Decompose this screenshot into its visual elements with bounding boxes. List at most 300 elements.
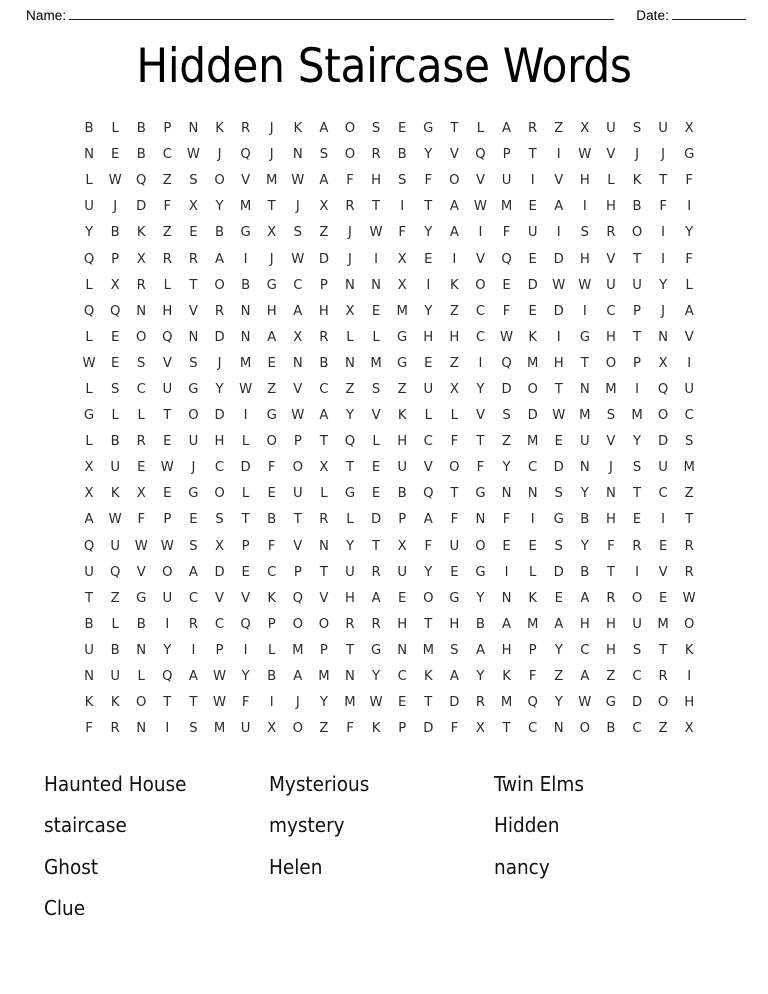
grid-cell[interactable]: N (136, 303, 147, 319)
grid-cell[interactable]: V (423, 460, 433, 476)
grid-cell[interactable]: M (657, 616, 669, 632)
grid-cell[interactable]: Z (449, 355, 459, 371)
grid-cell[interactable]: U (632, 277, 642, 293)
grid-cell[interactable]: J (661, 147, 666, 163)
grid-cell[interactable]: E (163, 434, 172, 450)
grid-cell[interactable]: I (400, 199, 405, 215)
grid-cell[interactable]: R (136, 277, 146, 293)
grid-cell[interactable]: H (449, 616, 460, 632)
grid-cell[interactable]: Z (658, 721, 668, 737)
grid-cell[interactable]: R (528, 121, 538, 137)
grid-cell[interactable]: K (84, 695, 94, 711)
grid-cell[interactable]: N (136, 721, 147, 737)
grid-cell[interactable]: J (348, 225, 352, 241)
grid-cell[interactable]: J (217, 355, 222, 371)
grid-cell[interactable]: B (84, 121, 94, 137)
grid-cell[interactable]: J (295, 199, 300, 215)
grid-cell[interactable]: K (528, 329, 537, 345)
grid-cell[interactable]: Z (267, 382, 277, 397)
grid-cell[interactable]: B (397, 486, 407, 502)
grid-cell[interactable]: F (267, 460, 276, 476)
grid-cell[interactable]: T (528, 147, 537, 163)
grid-cell[interactable]: E (450, 564, 459, 580)
grid-cell[interactable]: U (606, 121, 616, 137)
grid-cell[interactable]: E (502, 277, 511, 293)
grid-cell[interactable]: E (502, 538, 511, 554)
grid-cell[interactable]: Y (319, 695, 328, 711)
grid-cell[interactable]: S (580, 225, 590, 241)
grid-cell[interactable]: K (684, 642, 694, 658)
grid-cell[interactable]: T (632, 251, 642, 267)
grid-cell[interactable]: R (606, 225, 616, 241)
grid-cell[interactable]: X (136, 251, 146, 267)
grid-cell[interactable]: O (527, 382, 538, 397)
grid-cell[interactable]: A (554, 616, 564, 632)
grid-cell[interactable]: N (240, 329, 251, 345)
grid-cell[interactable]: U (684, 382, 695, 397)
grid-cell[interactable]: L (346, 512, 354, 528)
grid-cell[interactable]: Y (476, 382, 485, 397)
grid-cell[interactable]: W (369, 225, 383, 241)
grid-cell[interactable]: D (631, 695, 643, 711)
grid-cell[interactable]: R (162, 251, 172, 267)
grid-cell[interactable]: V (293, 382, 303, 397)
grid-cell[interactable]: G (370, 642, 382, 658)
grid-cell[interactable]: J (348, 251, 352, 267)
grid-cell[interactable]: A (580, 669, 590, 685)
grid-cell[interactable]: C (658, 486, 668, 502)
grid-cell[interactable]: O (318, 616, 330, 632)
grid-cell[interactable]: Y (163, 642, 172, 658)
grid-cell[interactable]: K (110, 695, 120, 711)
grid-cell[interactable]: V (162, 355, 172, 371)
grid-cell[interactable]: R (632, 538, 642, 554)
grid-cell[interactable]: F (607, 538, 615, 554)
grid-cell[interactable]: T (659, 642, 668, 658)
grid-cell[interactable]: X (397, 538, 407, 554)
grid-cell[interactable]: W (578, 277, 592, 293)
grid-cell[interactable]: B (632, 199, 642, 215)
grid-cell[interactable]: H (449, 329, 460, 345)
grid-cell[interactable]: T (424, 199, 433, 215)
grid-cell[interactable]: Q (501, 355, 512, 371)
grid-cell[interactable]: Q (240, 616, 251, 632)
grid-cell[interactable]: K (528, 590, 537, 606)
grid-cell[interactable]: D (553, 251, 564, 267)
grid-cell[interactable]: Y (632, 434, 642, 450)
grid-cell[interactable]: G (136, 590, 147, 606)
grid-cell[interactable]: I (191, 642, 196, 658)
grid-cell[interactable]: X (188, 199, 198, 215)
grid-cell[interactable]: Q (292, 590, 303, 606)
grid-cell[interactable]: T (554, 382, 563, 397)
grid-cell[interactable]: F (450, 512, 459, 528)
grid-cell[interactable]: T (319, 434, 328, 450)
grid-cell[interactable]: V (136, 564, 146, 580)
grid-cell[interactable]: M (500, 695, 513, 711)
grid-cell[interactable]: X (267, 225, 277, 241)
grid-cell[interactable]: G (188, 486, 199, 502)
grid-cell[interactable]: Q (423, 486, 434, 502)
grid-cell[interactable]: Q (109, 564, 121, 580)
grid-cell[interactable]: U (110, 538, 120, 554)
grid-cell[interactable]: Y (580, 538, 589, 554)
grid-cell[interactable]: I (530, 173, 535, 189)
grid-cell[interactable]: F (502, 225, 511, 241)
grid-cell[interactable]: O (292, 616, 303, 632)
grid-cell[interactable]: E (267, 355, 276, 371)
grid-cell[interactable]: O (292, 460, 303, 476)
grid-cell[interactable]: W (82, 355, 96, 371)
grid-cell[interactable]: T (345, 642, 355, 658)
grid-cell[interactable]: F (137, 512, 146, 528)
grid-cell[interactable]: T (502, 721, 511, 737)
grid-cell[interactable]: P (319, 277, 328, 293)
grid-cell[interactable]: P (398, 721, 407, 737)
grid-cell[interactable]: E (371, 303, 381, 319)
grid-cell[interactable]: H (345, 590, 355, 606)
grid-cell[interactable]: I (687, 199, 692, 215)
grid-cell[interactable]: U (658, 121, 668, 137)
grid-cell[interactable]: Z (319, 721, 329, 737)
grid-cell[interactable]: Q (136, 173, 147, 189)
grid-cell[interactable]: T (580, 355, 589, 371)
grid-cell[interactable]: A (449, 199, 459, 215)
grid-cell[interactable]: F (685, 173, 693, 189)
grid-cell[interactable]: K (136, 225, 146, 241)
grid-cell[interactable]: X (293, 329, 303, 345)
grid-cell[interactable]: N (371, 277, 382, 293)
grid-cell[interactable]: D (318, 251, 329, 267)
grid-cell[interactable]: B (580, 564, 590, 580)
grid-cell[interactable]: S (215, 512, 224, 528)
grid-cell[interactable]: E (371, 460, 381, 476)
grid-cell[interactable]: C (684, 408, 694, 424)
grid-cell[interactable]: U (345, 564, 355, 580)
grid-cell[interactable]: Y (241, 669, 250, 685)
grid-cell[interactable]: O (475, 538, 486, 554)
grid-cell[interactable]: F (424, 173, 433, 189)
grid-cell[interactable]: O (605, 355, 617, 371)
grid-cell[interactable]: Q (344, 434, 356, 450)
grid-cell[interactable]: X (319, 460, 329, 476)
grid-cell[interactable]: L (424, 408, 432, 424)
grid-cell[interactable]: P (293, 564, 302, 580)
grid-cell[interactable]: Q (162, 329, 173, 345)
grid-cell[interactable]: X (475, 721, 485, 737)
grid-cell[interactable]: S (632, 121, 642, 137)
grid-cell[interactable]: Y (476, 669, 485, 685)
grid-cell[interactable]: K (423, 669, 433, 685)
grid-cell[interactable]: H (397, 616, 408, 632)
grid-cell[interactable]: W (500, 329, 514, 345)
grid-cell[interactable]: H (371, 173, 382, 189)
grid-cell[interactable]: T (293, 512, 302, 528)
grid-cell[interactable]: O (475, 277, 486, 293)
word-list-item[interactable]: Haunted House (44, 771, 187, 796)
grid-cell[interactable]: L (111, 616, 119, 632)
grid-cell[interactable]: L (320, 486, 328, 502)
grid-cell[interactable]: L (85, 329, 93, 345)
grid-cell[interactable]: C (475, 329, 486, 345)
grid-cell[interactable]: C (528, 460, 538, 476)
grid-cell[interactable]: V (293, 538, 303, 554)
grid-cell[interactable]: G (83, 408, 95, 424)
word-list-item[interactable]: Clue (44, 896, 86, 921)
grid-cell[interactable]: C (528, 721, 538, 737)
grid-cell[interactable]: Y (424, 564, 433, 580)
grid-cell[interactable]: P (163, 121, 172, 137)
grid-cell[interactable]: G (397, 355, 408, 371)
grid-cell[interactable]: U (84, 642, 94, 658)
grid-cell[interactable]: Z (606, 669, 616, 685)
grid-cell[interactable]: H (423, 329, 434, 345)
grid-cell[interactable]: S (189, 355, 198, 371)
grid-cell[interactable]: X (658, 355, 668, 371)
grid-cell[interactable]: Y (85, 225, 94, 241)
grid-cell[interactable]: B (606, 721, 616, 737)
grid-cell[interactable]: H (579, 616, 590, 632)
grid-cell[interactable]: R (319, 329, 329, 345)
grid-cell[interactable]: I (556, 147, 561, 163)
grid-cell[interactable]: Q (657, 382, 669, 397)
grid-cell[interactable]: U (606, 277, 616, 293)
word-list-item[interactable]: nancy (494, 854, 550, 879)
grid-cell[interactable]: J (217, 147, 222, 163)
grid-cell[interactable]: Z (684, 486, 694, 502)
grid-cell[interactable]: V (241, 173, 251, 189)
grid-cell[interactable]: D (527, 277, 538, 293)
grid-cell[interactable]: Q (109, 303, 121, 319)
grid-cell[interactable]: V (475, 251, 485, 267)
grid-cell[interactable]: F (85, 721, 93, 737)
grid-cell[interactable]: E (528, 251, 537, 267)
grid-cell[interactable]: V (606, 147, 616, 163)
date-write-line[interactable] (672, 6, 746, 20)
grid-cell[interactable]: C (267, 564, 277, 580)
grid-cell[interactable]: D (136, 199, 147, 215)
grid-cell[interactable]: W (134, 538, 148, 554)
grid-cell[interactable]: T (685, 512, 694, 528)
grid-cell[interactable]: W (160, 460, 174, 476)
grid-cell[interactable]: A (475, 642, 485, 658)
grid-cell[interactable]: S (319, 147, 329, 163)
grid-cell[interactable]: I (243, 408, 248, 424)
name-write-line[interactable] (69, 6, 614, 20)
grid-cell[interactable]: V (188, 303, 198, 319)
grid-cell[interactable]: G (475, 486, 486, 502)
grid-cell[interactable]: Z (345, 382, 355, 397)
grid-cell[interactable]: W (369, 695, 383, 711)
grid-cell[interactable]: A (554, 199, 564, 215)
grid-cell[interactable]: N (292, 355, 303, 371)
grid-cell[interactable]: N (501, 590, 512, 606)
grid-cell[interactable]: E (528, 538, 537, 554)
grid-cell[interactable]: I (556, 329, 561, 345)
grid-cell[interactable]: N (84, 669, 94, 685)
grid-cell[interactable]: V (475, 173, 485, 189)
grid-cell[interactable]: F (450, 434, 459, 450)
grid-cell[interactable]: V (215, 590, 225, 606)
grid-cell[interactable]: I (661, 225, 666, 241)
grid-cell[interactable]: M (605, 382, 617, 397)
grid-cell[interactable]: A (293, 669, 303, 685)
grid-cell[interactable]: E (110, 147, 120, 163)
grid-cell[interactable]: F (502, 303, 511, 319)
grid-cell[interactable]: L (111, 408, 119, 424)
grid-cell[interactable]: U (449, 538, 460, 554)
grid-cell[interactable]: T (372, 199, 381, 215)
grid-cell[interactable]: S (110, 382, 120, 397)
grid-cell[interactable]: N (240, 303, 251, 319)
grid-cell[interactable]: W (186, 147, 200, 163)
grid-cell[interactable]: N (527, 486, 538, 502)
grid-cell[interactable]: O (423, 590, 434, 606)
grid-cell[interactable]: U (527, 225, 538, 241)
grid-cell[interactable]: I (661, 512, 666, 528)
grid-cell[interactable]: N (605, 486, 616, 502)
grid-cell[interactable]: B (580, 512, 590, 528)
grid-cell[interactable]: V (371, 408, 381, 424)
grid-cell[interactable]: R (110, 721, 120, 737)
grid-cell[interactable]: X (449, 382, 459, 397)
grid-cell[interactable]: Q (83, 251, 95, 267)
grid-cell[interactable]: I (165, 616, 170, 632)
grid-cell[interactable]: N (318, 538, 329, 554)
grid-cell[interactable]: V (658, 564, 668, 580)
grid-cell[interactable]: R (371, 564, 381, 580)
grid-cell[interactable]: T (85, 590, 94, 606)
grid-cell[interactable]: P (528, 642, 537, 658)
grid-cell[interactable]: I (687, 669, 692, 685)
grid-cell[interactable]: C (632, 721, 642, 737)
word-list-item[interactable]: Ghost (44, 854, 99, 879)
grid-cell[interactable]: O (631, 225, 643, 241)
grid-cell[interactable]: M (526, 355, 539, 371)
grid-cell[interactable]: Y (580, 486, 589, 502)
grid-cell[interactable]: P (111, 251, 120, 267)
grid-cell[interactable]: I (452, 251, 457, 267)
grid-cell[interactable]: W (160, 538, 174, 554)
grid-cell[interactable]: T (189, 695, 198, 711)
grid-cell[interactable]: H (579, 173, 590, 189)
grid-cell[interactable]: Y (372, 669, 381, 685)
grid-cell[interactable]: A (188, 669, 198, 685)
grid-cell[interactable]: L (85, 173, 93, 189)
grid-cell[interactable]: X (110, 277, 120, 293)
grid-cell[interactable]: U (423, 382, 434, 397)
grid-cell[interactable]: G (449, 590, 460, 606)
grid-cell[interactable]: D (501, 382, 512, 397)
grid-cell[interactable]: I (530, 512, 535, 528)
grid-cell[interactable]: T (606, 564, 615, 580)
grid-cell[interactable]: B (267, 512, 277, 528)
grid-cell[interactable]: K (371, 721, 381, 737)
grid-cell[interactable]: B (214, 225, 225, 241)
grid-cell[interactable]: J (608, 460, 613, 476)
grid-cell[interactable]: P (502, 147, 511, 163)
grid-cell[interactable]: Q (162, 669, 173, 685)
grid-cell[interactable]: D (449, 695, 460, 711)
grid-cell[interactable]: K (293, 121, 303, 137)
grid-cell[interactable]: A (580, 590, 590, 606)
grid-cell[interactable]: O (684, 616, 695, 632)
grid-cell[interactable]: S (632, 642, 642, 658)
grid-cell[interactable]: C (580, 642, 590, 658)
grid-cell[interactable]: I (374, 251, 379, 267)
grid-cell[interactable]: E (241, 564, 250, 580)
grid-cell[interactable]: M (526, 434, 539, 450)
grid-cell[interactable]: C (214, 460, 225, 476)
grid-cell[interactable]: O (214, 277, 225, 293)
grid-cell[interactable]: L (85, 277, 93, 293)
grid-cell[interactable]: E (554, 590, 563, 606)
grid-cell[interactable]: E (632, 512, 642, 528)
grid-cell[interactable]: D (553, 460, 564, 476)
grid-cell[interactable]: M (266, 173, 278, 189)
grid-cell[interactable]: X (684, 121, 694, 137)
grid-cell[interactable]: T (241, 512, 250, 528)
grid-cell[interactable]: I (582, 303, 587, 319)
grid-cell[interactable]: M (422, 642, 434, 658)
grid-cell[interactable]: X (319, 199, 329, 215)
grid-cell[interactable]: L (241, 486, 250, 502)
grid-cell[interactable]: I (661, 251, 666, 267)
word-list-item[interactable]: Helen (269, 854, 323, 879)
grid-cell[interactable]: R (241, 121, 251, 137)
grid-cell[interactable]: N (345, 277, 355, 293)
grid-cell[interactable]: E (554, 434, 563, 450)
grid-cell[interactable]: T (450, 121, 459, 137)
grid-cell[interactable]: Y (554, 642, 563, 658)
grid-cell[interactable]: E (528, 199, 537, 215)
grid-cell[interactable]: G (579, 329, 590, 345)
grid-cell[interactable]: D (527, 408, 538, 424)
grid-cell[interactable]: H (162, 303, 173, 319)
grid-cell[interactable]: B (136, 616, 146, 632)
grid-cell[interactable]: X (684, 721, 694, 737)
grid-cell[interactable]: J (269, 121, 274, 137)
grid-cell[interactable]: N (579, 460, 590, 476)
grid-cell[interactable]: H (605, 512, 616, 528)
grid-cell[interactable]: H (684, 695, 695, 711)
grid-cell[interactable]: R (319, 512, 329, 528)
grid-cell[interactable]: F (528, 669, 537, 685)
grid-cell[interactable]: M (526, 616, 539, 632)
grid-cell[interactable]: I (426, 277, 431, 293)
grid-cell[interactable]: U (397, 564, 407, 580)
word-list-item[interactable]: Twin Elms (494, 771, 584, 796)
grid-cell[interactable]: O (214, 173, 225, 189)
grid-cell[interactable]: Z (162, 225, 172, 241)
grid-cell[interactable]: B (267, 669, 277, 685)
grid-cell[interactable]: E (163, 486, 172, 502)
grid-cell[interactable]: I (556, 225, 561, 241)
grid-cell[interactable]: Y (502, 460, 511, 476)
grid-cell[interactable]: E (371, 486, 381, 502)
grid-cell[interactable]: Y (554, 695, 563, 711)
grid-cell[interactable]: E (189, 225, 198, 241)
grid-cell[interactable]: B (136, 147, 146, 163)
grid-cell[interactable]: L (528, 564, 537, 580)
grid-cell[interactable]: A (684, 303, 694, 319)
grid-cell[interactable]: G (240, 225, 251, 241)
grid-cell[interactable]: K (215, 121, 224, 137)
grid-cell[interactable]: J (269, 251, 274, 267)
grid-cell[interactable]: R (345, 199, 355, 215)
grid-cell[interactable]: F (685, 251, 693, 267)
grid-cell[interactable]: M (318, 669, 330, 685)
